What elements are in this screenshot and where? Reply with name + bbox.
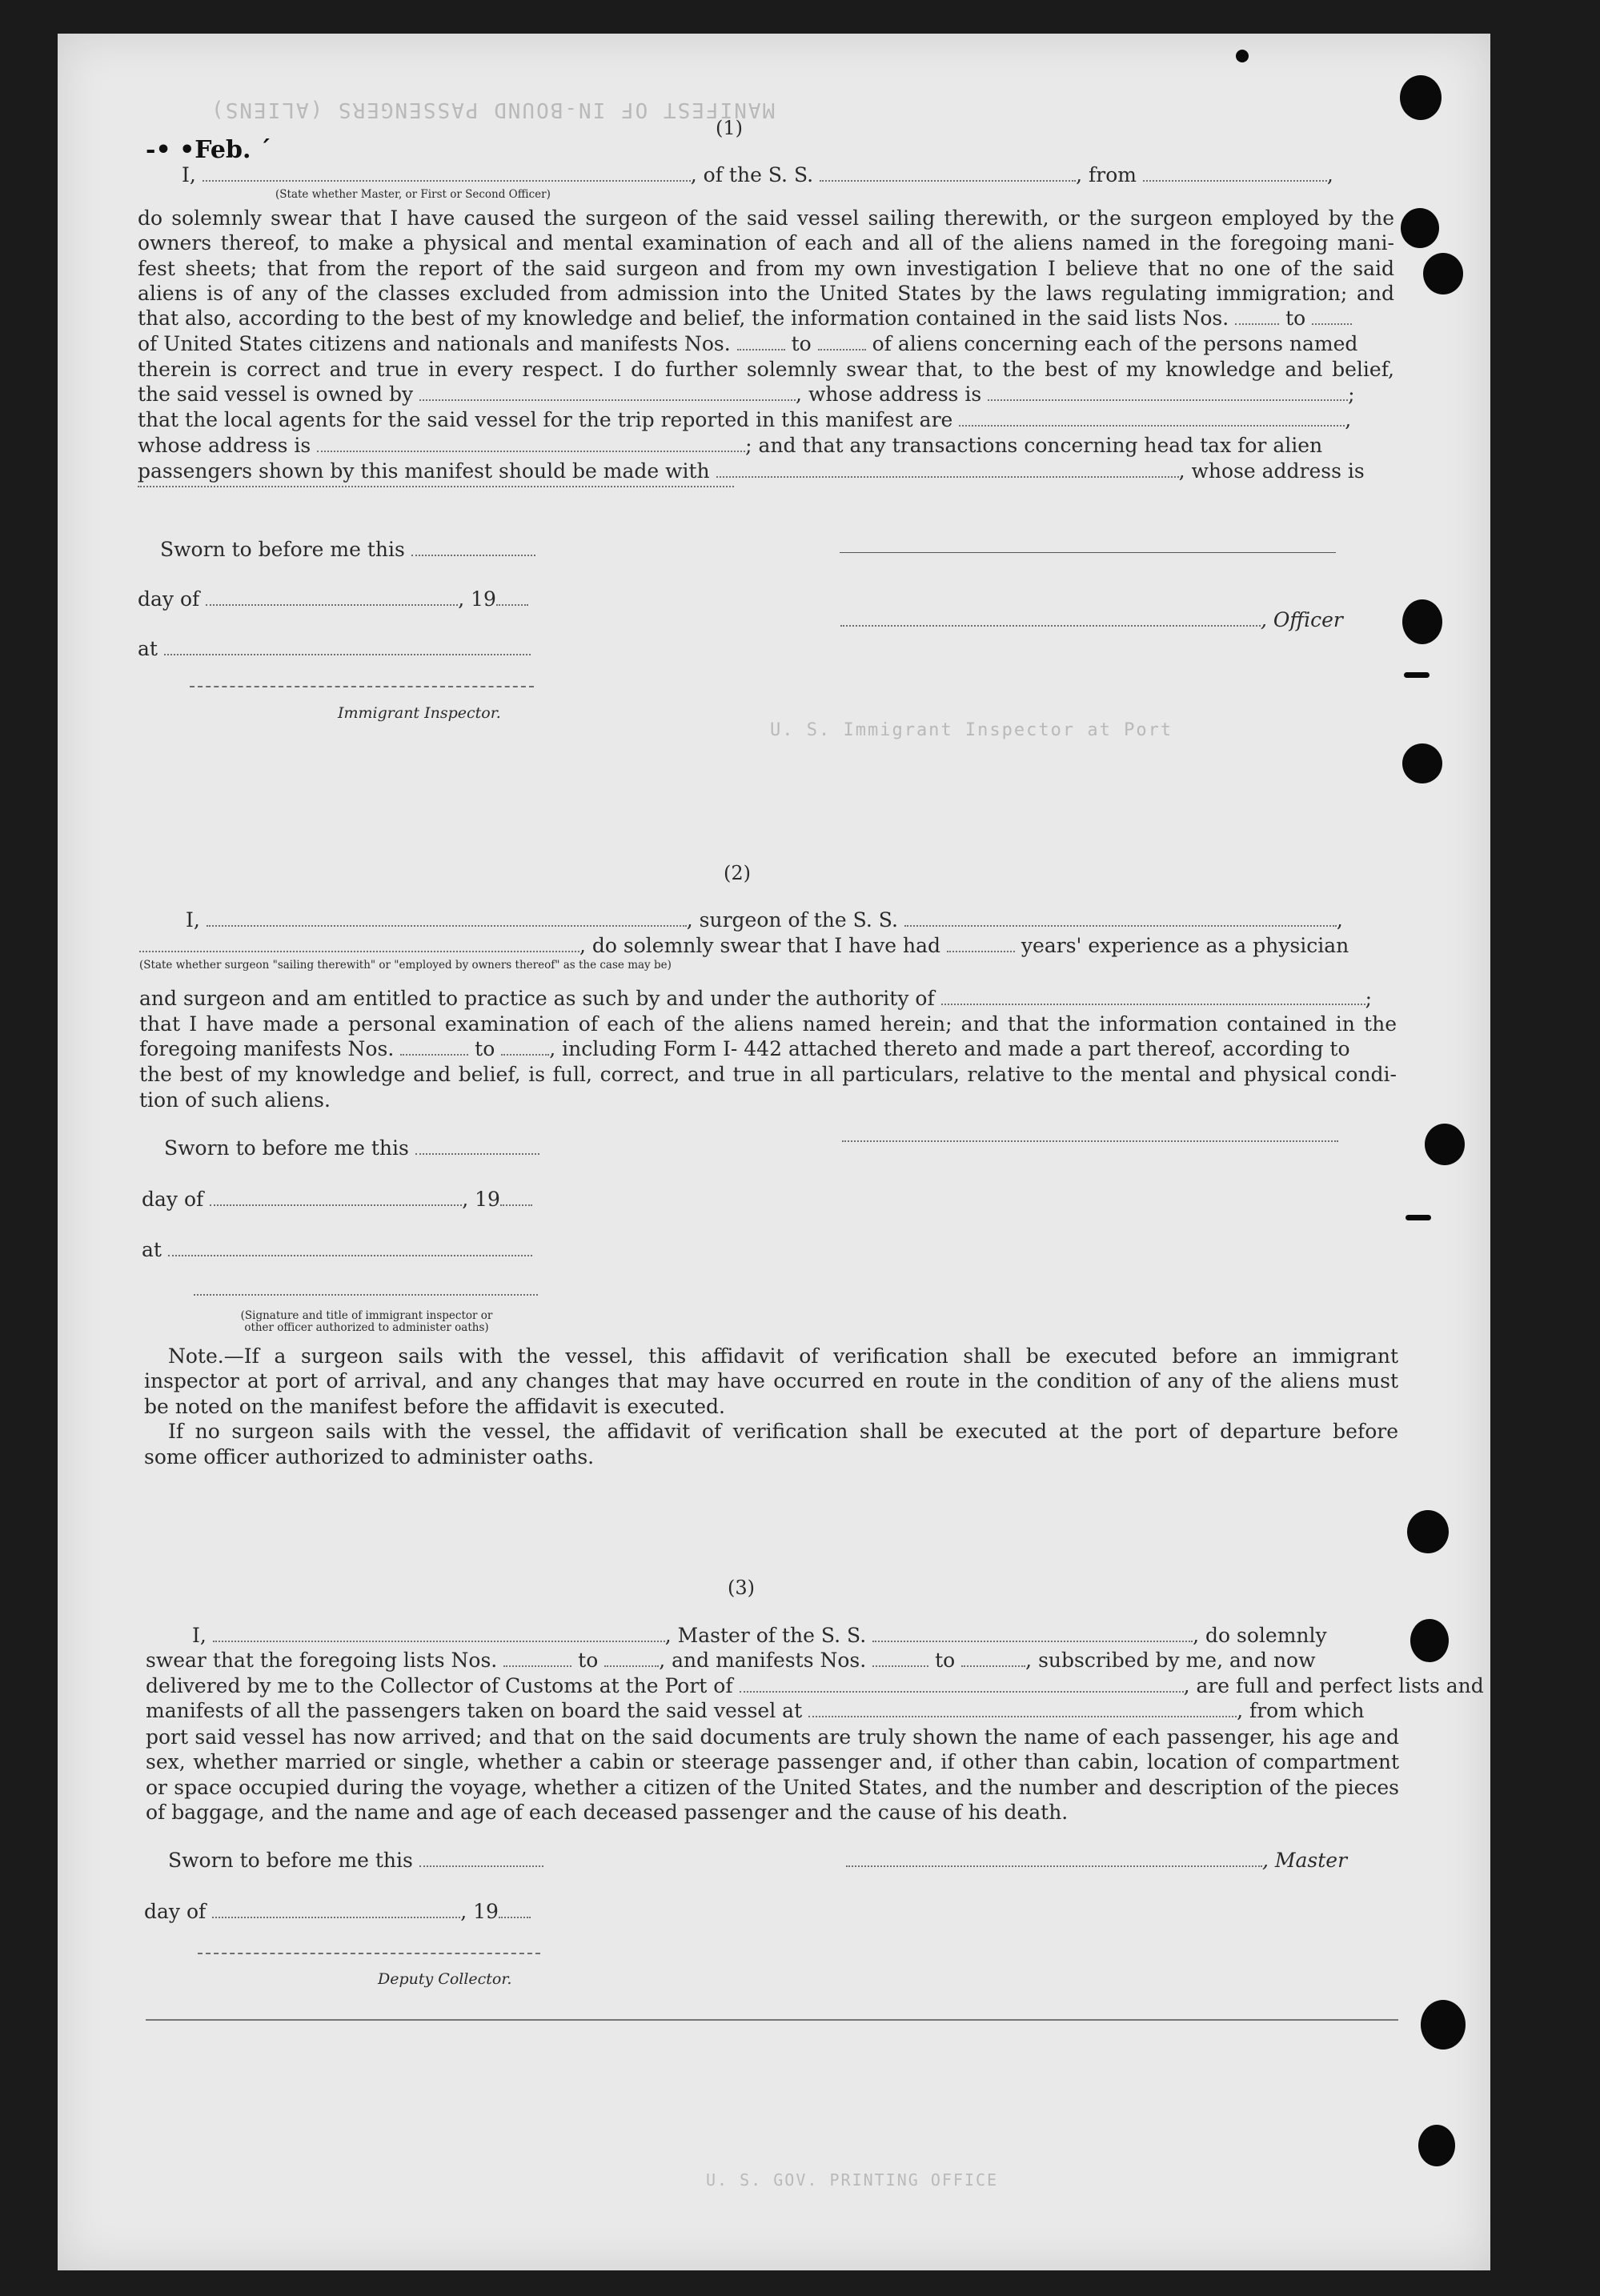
section-2-line-6: the best of my knowledge and belief, is full, correct, and true in all particulars, relative to the mental and physical condi- (139, 1063, 1397, 1086)
surgeon-signature-field[interactable] (842, 1140, 1338, 1142)
sworn-label: Sworn to before me this (168, 1849, 413, 1872)
signature-caption (207, 1310, 527, 1334)
punch-hole (1407, 1510, 1449, 1553)
label-to: to (791, 332, 812, 355)
section-3-number: (3) (728, 1577, 755, 1599)
semicolon: ; (1365, 987, 1373, 1010)
sworn-date-field[interactable] (411, 555, 535, 556)
section-2-at (142, 1238, 532, 1261)
section-2-line-1 (186, 908, 1343, 932)
head-tax-party-field[interactable] (716, 476, 1179, 478)
head-tax-address-field[interactable] (138, 486, 734, 487)
label-from: , from (1076, 163, 1137, 186)
owner-field[interactable] (419, 399, 796, 401)
section-2-number: (2) (724, 862, 751, 884)
note-line-5: some officer authorized to administer oaths. (144, 1445, 595, 1469)
punch-hole (1400, 75, 1442, 120)
section-3-sworn (168, 1849, 543, 1872)
note-line-3: be noted on the manifest before the affidavit is executed. (144, 1395, 725, 1418)
owner-address-field[interactable] (988, 399, 1348, 401)
surgeon-of-ss-label: , surgeon of the S. S. (686, 908, 898, 932)
punch-hole (1425, 1124, 1465, 1165)
lists-from-field[interactable] (503, 1665, 571, 1667)
label-i: I, (186, 908, 200, 932)
punch-hole (1402, 743, 1442, 783)
whose-address-label: , whose address is (1178, 459, 1365, 483)
inspector-label: Immigrant Inspector. (338, 704, 501, 722)
authority-text: and surgeon and am entitled to practice as such by and under the authority of (139, 987, 935, 1010)
section-3-line-2 (146, 1649, 1316, 1672)
punch-hole (1410, 1619, 1449, 1662)
section-1-line-i (138, 408, 1351, 431)
day-of-label: day of (144, 1900, 207, 1923)
surgeon-ship-field[interactable] (904, 925, 1337, 927)
section-1-line-j (138, 434, 1322, 457)
label-i: I, (182, 163, 196, 186)
years-text: years' experience as a physician (1021, 934, 1349, 957)
section-1-number: (1) (716, 117, 743, 139)
section-1-line-g: therein is correct and true in every respect. I do further solemnly swear that, to the best of my knowledge and belief, (138, 358, 1394, 381)
handwritten-feb-mark: -• •Feb. ´ (146, 136, 271, 164)
section-1-line-1 (182, 163, 1333, 186)
manifests-from-field[interactable] (737, 349, 785, 351)
punch-hole (1421, 2000, 1466, 2050)
label-to: to (1285, 307, 1306, 330)
surgeon-manifests-from-field[interactable] (400, 1054, 468, 1056)
section-3-line-7: or space occupied during the voyage, whether a citizen of the United States, and the number and description of the pieces (146, 1776, 1399, 1799)
section-1-line-h (138, 383, 1355, 406)
at-field[interactable] (164, 654, 531, 655)
bottom-rule (146, 2019, 1398, 2021)
manifests-nos-text: of United States citizens and nationals and manifests Nos. (138, 332, 731, 355)
signature-caption-line-2: other officer authorized to administer oaths) (244, 1321, 489, 1334)
section-2-sworn (164, 1136, 539, 1160)
year-prefix: , 19 (462, 1188, 500, 1211)
taken-on-board-text: manifests of all the passengers taken on board the said vessel at (146, 1699, 803, 1722)
label-to: to (475, 1037, 495, 1060)
label-of-ss: , of the S. S. (690, 163, 814, 186)
punch-hole (1401, 208, 1439, 248)
signature-caption-line-1: (Signature and title of immigrant inspector or (240, 1309, 493, 1322)
section-2-line-3 (139, 987, 1372, 1010)
comma: , (1345, 408, 1352, 431)
lists-to-field[interactable] (1312, 323, 1352, 325)
master-name-field[interactable] (213, 1641, 665, 1642)
section-3-line-5: port said vessel has now arrived; and that on the said documents are truly shown the name of each passenger, his age and (146, 1725, 1399, 1749)
section-2-day-of (142, 1188, 532, 1211)
year-prefix: , 19 (460, 1900, 499, 1923)
section-1-line-b: owners thereof, to make a physical and mental examination of each and all of the aliens named in the foregoing mani- (138, 231, 1394, 254)
deputy-label: Deputy Collector. (378, 1970, 512, 1988)
from-which-text: , from which (1237, 1699, 1365, 1722)
at-label: at (142, 1238, 162, 1261)
section-2-line-2 (139, 934, 1349, 957)
punch-hole (1418, 2125, 1455, 2166)
semicolon: ; (1348, 383, 1355, 406)
manifests-nos-text: , and manifests Nos. (659, 1649, 867, 1672)
manifests-to-field[interactable] (961, 1665, 1025, 1667)
comma: , (1336, 908, 1343, 932)
local-agents-field[interactable] (959, 425, 1345, 427)
punch-mark (1406, 1215, 1431, 1220)
section-1-line-c: fest sheets; that from the report of the said surgeon and from my own investigation I believe that no one of the said (138, 257, 1394, 280)
from-port-field[interactable] (1143, 180, 1327, 182)
local-agents-text: that the local agents for the said vessel for the trip reported in this manifest are (138, 408, 953, 431)
do-solemnly-text: , do solemnly (1193, 1624, 1327, 1647)
surgeon-name-field[interactable] (207, 925, 687, 927)
manifests-from-field[interactable] (872, 1665, 928, 1667)
year-field[interactable] (500, 1204, 532, 1206)
section-1-sworn (160, 538, 535, 561)
of-aliens-text: of aliens concerning each of the persons named (872, 332, 1358, 355)
section-1-at (138, 637, 531, 660)
section-1-line-d: aliens is of any of the classes excluded from admission into the United States by the laws regulating immigration; and (138, 282, 1394, 305)
agents-address-field[interactable] (317, 451, 745, 452)
section-1-day-of (138, 587, 528, 611)
master-of-ss-label: , Master of the S. S. (664, 1624, 867, 1647)
boarding-port-field[interactable] (808, 1716, 1237, 1717)
master-ship-field[interactable] (872, 1641, 1193, 1642)
oath-officer-signature-field[interactable] (194, 1294, 538, 1296)
ink-spot (1236, 50, 1249, 62)
ship-name-field[interactable] (820, 180, 1076, 182)
section-3-line-4 (146, 1699, 1364, 1722)
at-field[interactable] (168, 1255, 532, 1256)
full-lists-text: , are full and perfect lists and (1183, 1674, 1484, 1697)
lists-from-field[interactable] (1235, 323, 1279, 325)
authority-field[interactable] (941, 1004, 1365, 1005)
section-3-master-line (846, 1849, 1347, 1872)
section-1-line-e (138, 307, 1352, 330)
section-2-line-7: tion of such aliens. (139, 1088, 331, 1112)
label-to: to (935, 1649, 956, 1672)
form-i442-text: , including Form I- 442 attached thereto and made a part thereof, according to (549, 1037, 1350, 1060)
at-label: at (138, 637, 158, 660)
section-2-line-4: that I have made a personal examination of each of the aliens named herein; and that the information contained in the (139, 1012, 1397, 1036)
bleed-through-header: MANIFEST OF IN-BOUND PASSENGERS (ALIENS) (210, 98, 776, 122)
officer-signature-field[interactable] (840, 625, 1261, 627)
lists-nos-text: that also, according to the best of my knowledge and belief, the information contained in the said lists Nos. (138, 307, 1229, 330)
port-field[interactable] (740, 1691, 1184, 1693)
years-experience-field[interactable] (947, 951, 1015, 952)
surgeon-manifests-to-field[interactable] (501, 1054, 549, 1056)
day-of-field[interactable] (212, 1917, 460, 1918)
officer-label: , Officer (1261, 608, 1343, 631)
section-2-line-5 (139, 1037, 1350, 1060)
bleed-through-text: U. S. Immigrant Inspector at Port (770, 720, 1173, 740)
note-line-1: Note.—If a surgeon sails with the vessel, this affidavit of verification shall be executed before an immigrant (168, 1344, 1398, 1368)
sworn-label: Sworn to before me this (164, 1136, 409, 1160)
comma: , (1326, 163, 1333, 186)
inspector-signature-field[interactable] (190, 686, 534, 687)
surgeon-status-field[interactable] (139, 951, 579, 952)
master-signature-field[interactable] (846, 1865, 1262, 1867)
owned-by-text: the said vessel is owned by (138, 383, 414, 406)
subscribed-text: , subscribed by me, and now (1025, 1649, 1316, 1672)
sworn-date-field[interactable] (415, 1153, 539, 1155)
manifests-to-field[interactable] (818, 349, 866, 351)
section-3-day-of (144, 1900, 531, 1923)
section-3-line-6: sex, whether married or single, whether a cabin or steerage passenger and, if other than cabin, location of compartment (146, 1750, 1399, 1773)
head-tax-text: ; and that any transactions concerning head tax for alien (745, 434, 1323, 457)
section-1-line-k (138, 459, 1365, 483)
year-field[interactable] (496, 604, 528, 606)
day-of-field[interactable] (206, 604, 458, 606)
day-of-field[interactable] (210, 1204, 462, 1206)
manifests-nos-text: foregoing manifests Nos. (139, 1037, 395, 1060)
year-field[interactable] (499, 1917, 531, 1918)
sworn-date-field[interactable] (419, 1865, 543, 1867)
label-to: to (578, 1649, 599, 1672)
punch-hole (1402, 599, 1442, 644)
punch-mark (1404, 672, 1430, 678)
lists-nos-text: swear that the foregoing lists Nos. (146, 1649, 498, 1672)
lists-to-field[interactable] (604, 1665, 659, 1667)
master-label: , Master (1262, 1849, 1348, 1872)
section-1-line-a: do solemnly swear that I have caused the surgeon of the said vessel sailing therewith, or the surgeon employed by the (138, 206, 1394, 230)
year-prefix: , 19 (458, 587, 496, 611)
collector-text: delivered by me to the Collector of Customs at the Port of (146, 1674, 733, 1697)
section-3-line-8: of baggage, and the name and age of each deceased passenger and the cause of his death. (146, 1801, 1069, 1824)
day-of-label: day of (138, 587, 200, 611)
signature-line-1[interactable] (840, 552, 1336, 553)
head-tax-with-text: passengers shown by this manifest should be made with (138, 459, 710, 483)
manifest-back-page (58, 34, 1490, 2270)
whose-address-text: whose address is (138, 434, 311, 457)
sworn-label: Sworn to before me this (160, 538, 405, 561)
deputy-signature-field[interactable] (198, 1953, 540, 1954)
whose-address-label: , whose address is (796, 383, 982, 406)
officer-name-field[interactable] (203, 180, 691, 182)
day-of-label: day of (142, 1188, 204, 1211)
section-1-line-f (138, 332, 1357, 355)
note-line-2: inspector at port of arrival, and any changes that may have occurred en route in the condition of any of the aliens must (144, 1369, 1398, 1392)
section-1-caption: (State whether Master, or First or Second Officer) (275, 188, 551, 201)
punch-hole (1423, 253, 1463, 295)
note-line-4: If no surgeon sails with the vessel, the affidavit of verification shall be executed at the port of departure before (168, 1420, 1398, 1443)
section-2-caption: (State whether surgeon "sailing therewith" or "employed by owners thereof" as the case may be) (139, 959, 672, 972)
section-3-line-1 (192, 1624, 1327, 1647)
bleed-through-footer: U. S. GOV. PRINTING OFFICE (706, 2170, 999, 2190)
section-3-line-3 (146, 1674, 1484, 1697)
label-i: I, (192, 1624, 207, 1647)
swear-text: , do solemnly swear that I have had (579, 934, 941, 957)
section-1-officer-line (840, 608, 1343, 631)
